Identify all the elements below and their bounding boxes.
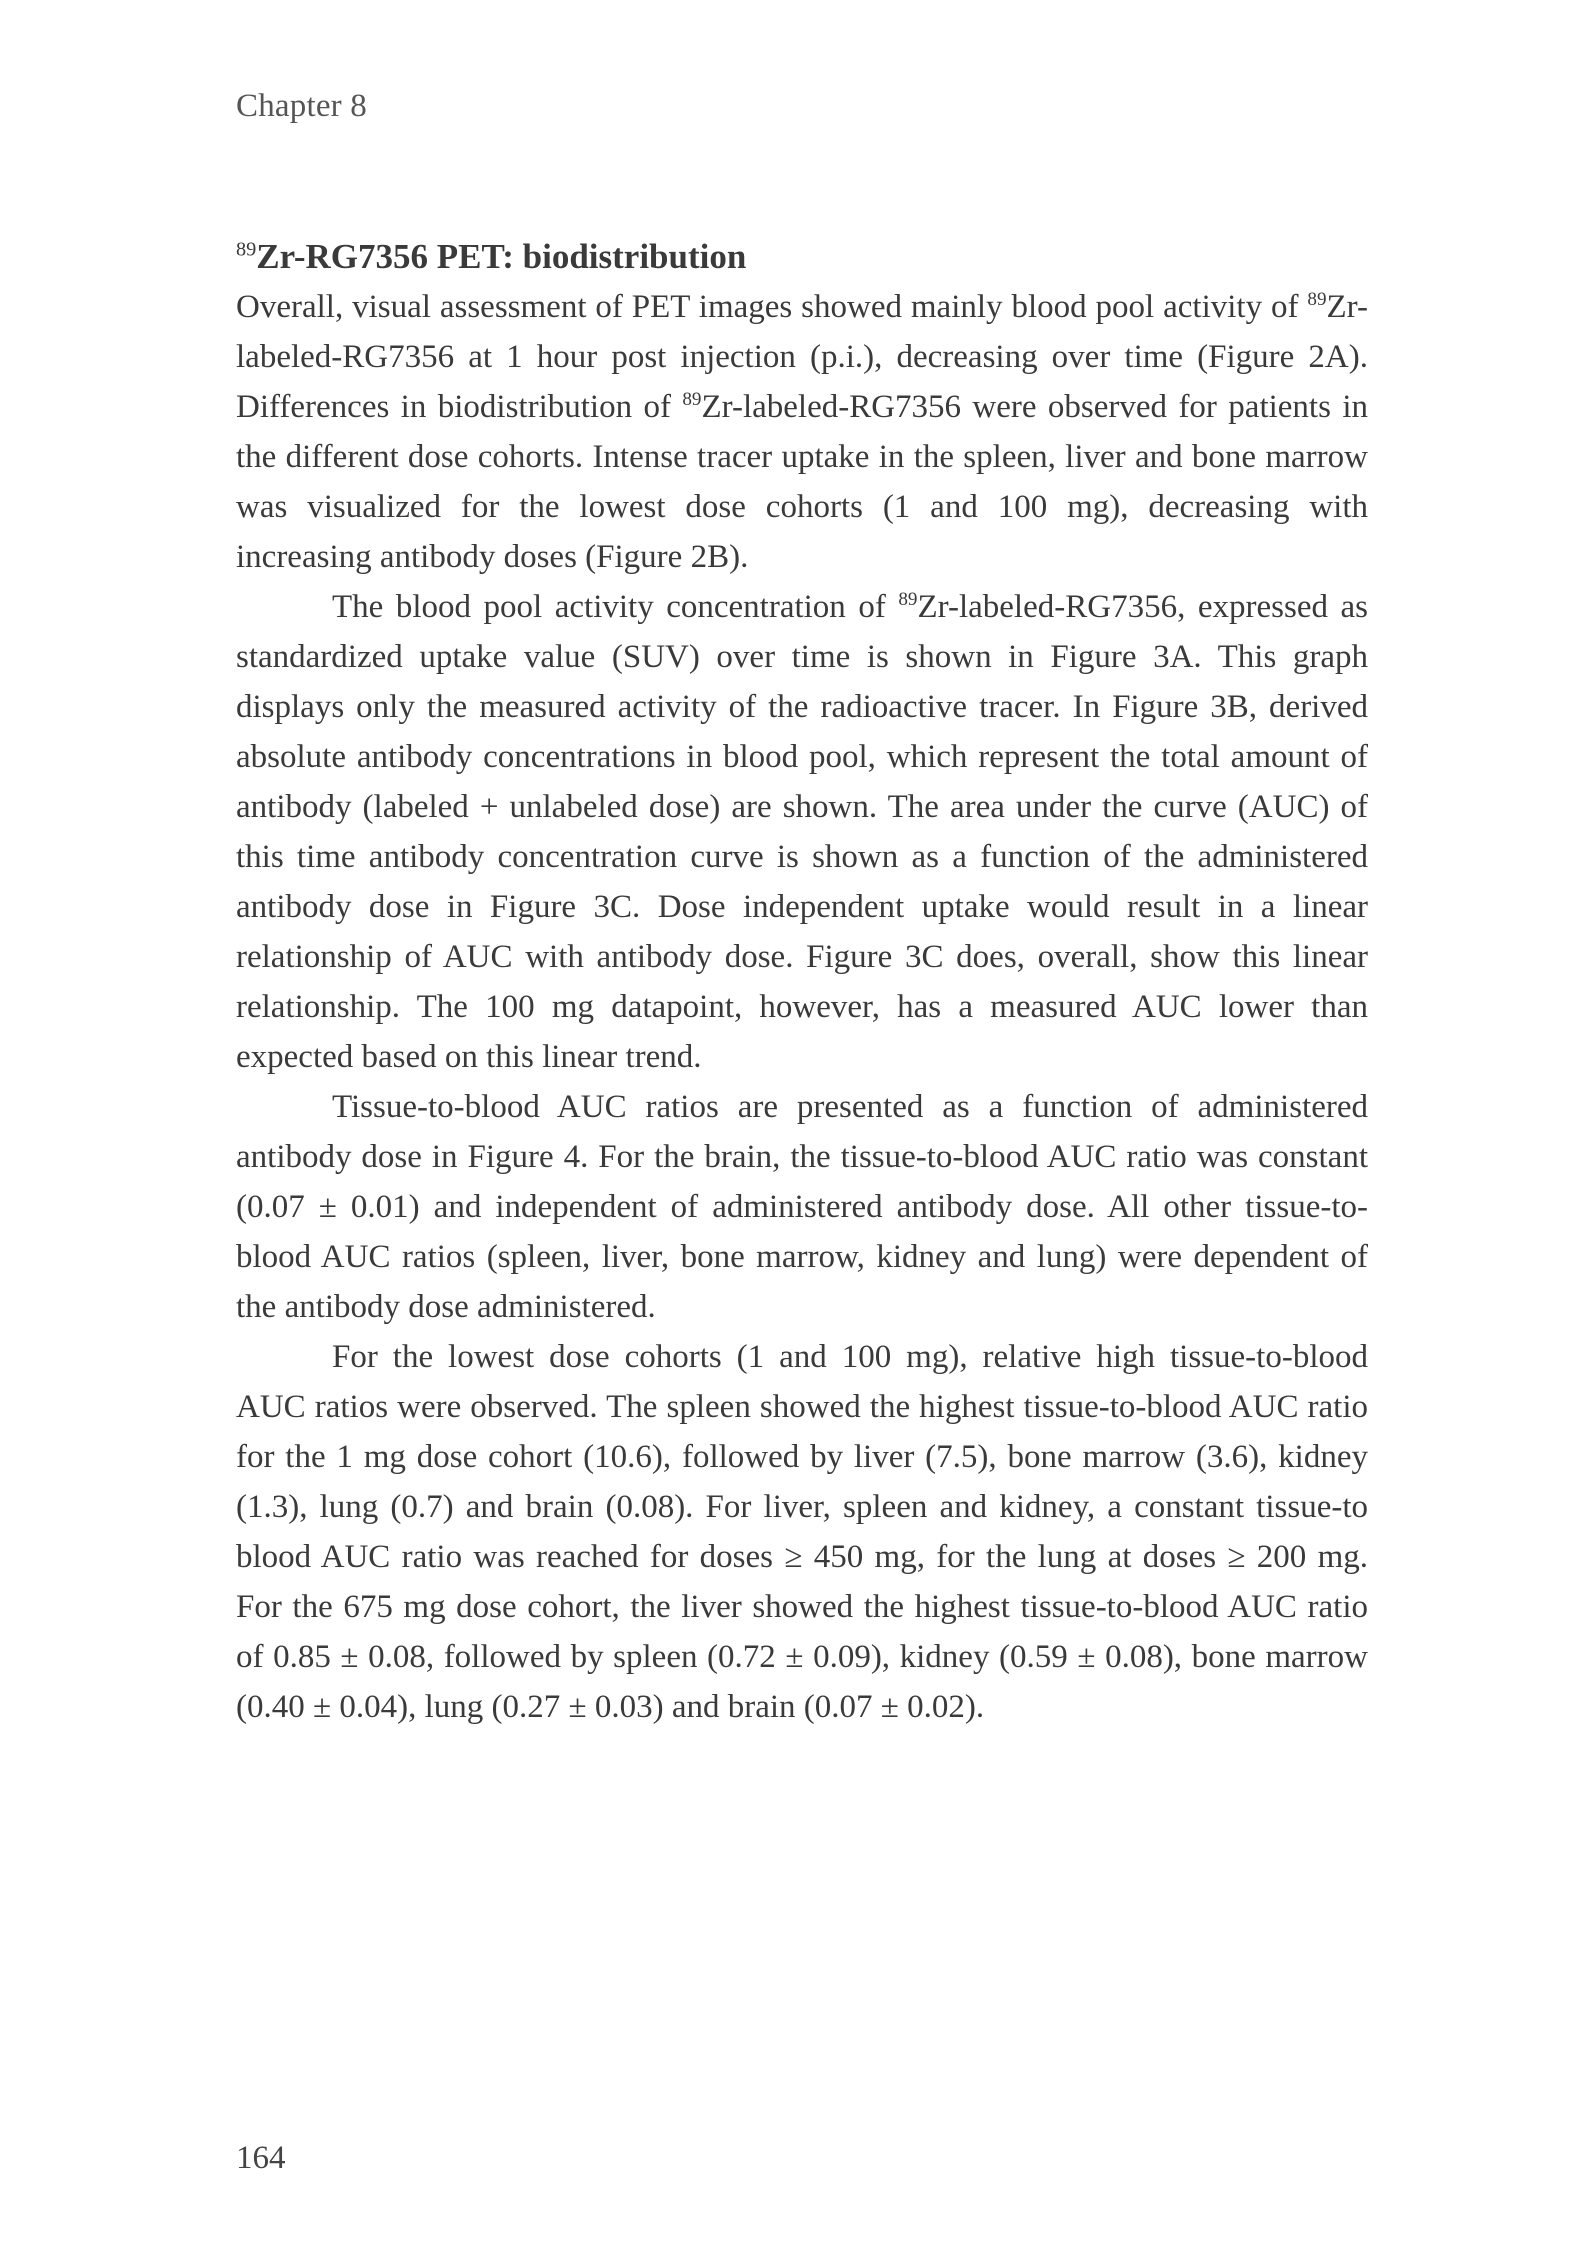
paragraph-1-superscript-b: 89 — [682, 389, 702, 410]
paragraph-1-text-a: Overall, visual assessment of PET images showed mainly blood pool activity of — [236, 289, 1308, 325]
paragraph-2-superscript: 89 — [898, 589, 918, 610]
page-number: 164 — [236, 2140, 286, 2176]
paragraph-2-text-a: The blood pool activity concentration of — [332, 589, 899, 625]
title-text: Zr-RG7356 PET: biodistribution — [256, 237, 747, 276]
paragraph-4: For the lowest dose cohorts (1 and 100 mg), relative high tissue-to-blood AUC ratios were observed. The spleen showed the highest tissue-to-blood AUC ratio for the 1 mg dose cohort (10.6), followed by liver (7.5), bone marrow (3.6), kidney (1.3), lung (0.7) and brain (0.08). For liver, spleen and kidney, a constant tissue-to blood AUC ratio was reached for doses ≥ 450 mg, for the lung at doses ≥ 200 mg. For the 675 mg dose cohort, the liver showed the highest tissue-to-blood AUC ratio of 0.85 ± 0.08, followed by spleen (0.72 ± 0.09), kidney (0.59 ± 0.08), bone marrow (0.40 ± 0.04), lung (0.27 ± 0.03) and brain (0.07 ± 0.02). — [236, 1339, 1368, 1725]
paragraph-1-text-c: Zr-labeled-RG7356 were observed for patients in the different dose cohorts. Intense tracer uptake in the spleen, liver and bone marrow was visualized for the lowest dose cohorts (1 and 100 mg), decreasing with increasing antibody doses (Figure 2B). — [236, 389, 1368, 575]
main-content — [236, 232, 1368, 1732]
paragraph-2 — [236, 582, 1368, 1082]
running-head: Chapter 8 — [236, 88, 368, 124]
title-superscript: 89 — [236, 238, 257, 261]
paragraph-1-text-b: Zr-labeled-RG7356 at 1 hour post injection (p.i.), decreasing over time (Figure 2A). Differences in biodistribution of — [236, 289, 1368, 425]
paragraph-1 — [236, 282, 1368, 582]
paragraph-2-text-b: Zr-labeled-RG7356, expressed as standardized uptake value (SUV) over time is shown in Figure 3A. This graph displays only the measured activity of the radioactive tracer. In Figure 3B, derived absolute antibody concentrations in blood pool, which represent the total amount of antibody (labeled + unlabeled dose) are shown. The area under the curve (AUC) of this time antibody concentration curve is shown as a function of the administered antibody dose in Figure 3C. Dose independent uptake would result in a linear relationship of AUC with antibody dose. Figure 3C does, overall, show this linear relationship. The 100 mg datapoint, however, has a measured AUC lower than expected based on this linear trend. — [236, 589, 1368, 1075]
paragraph-1-superscript-a: 89 — [1307, 289, 1327, 310]
paragraph-3: Tissue-to-blood AUC ratios are presented as a function of administered antibody dose in Figure 4. For the brain, the tissue-to-blood AUC ratio was constant (0.07 ± 0.01) and independent of administered antibody dose. All other tissue-to-blood AUC ratios (spleen, liver, bone marrow, kidney and lung) were dependent of the antibody dose administered. — [236, 1089, 1368, 1325]
section-title — [236, 232, 1368, 282]
